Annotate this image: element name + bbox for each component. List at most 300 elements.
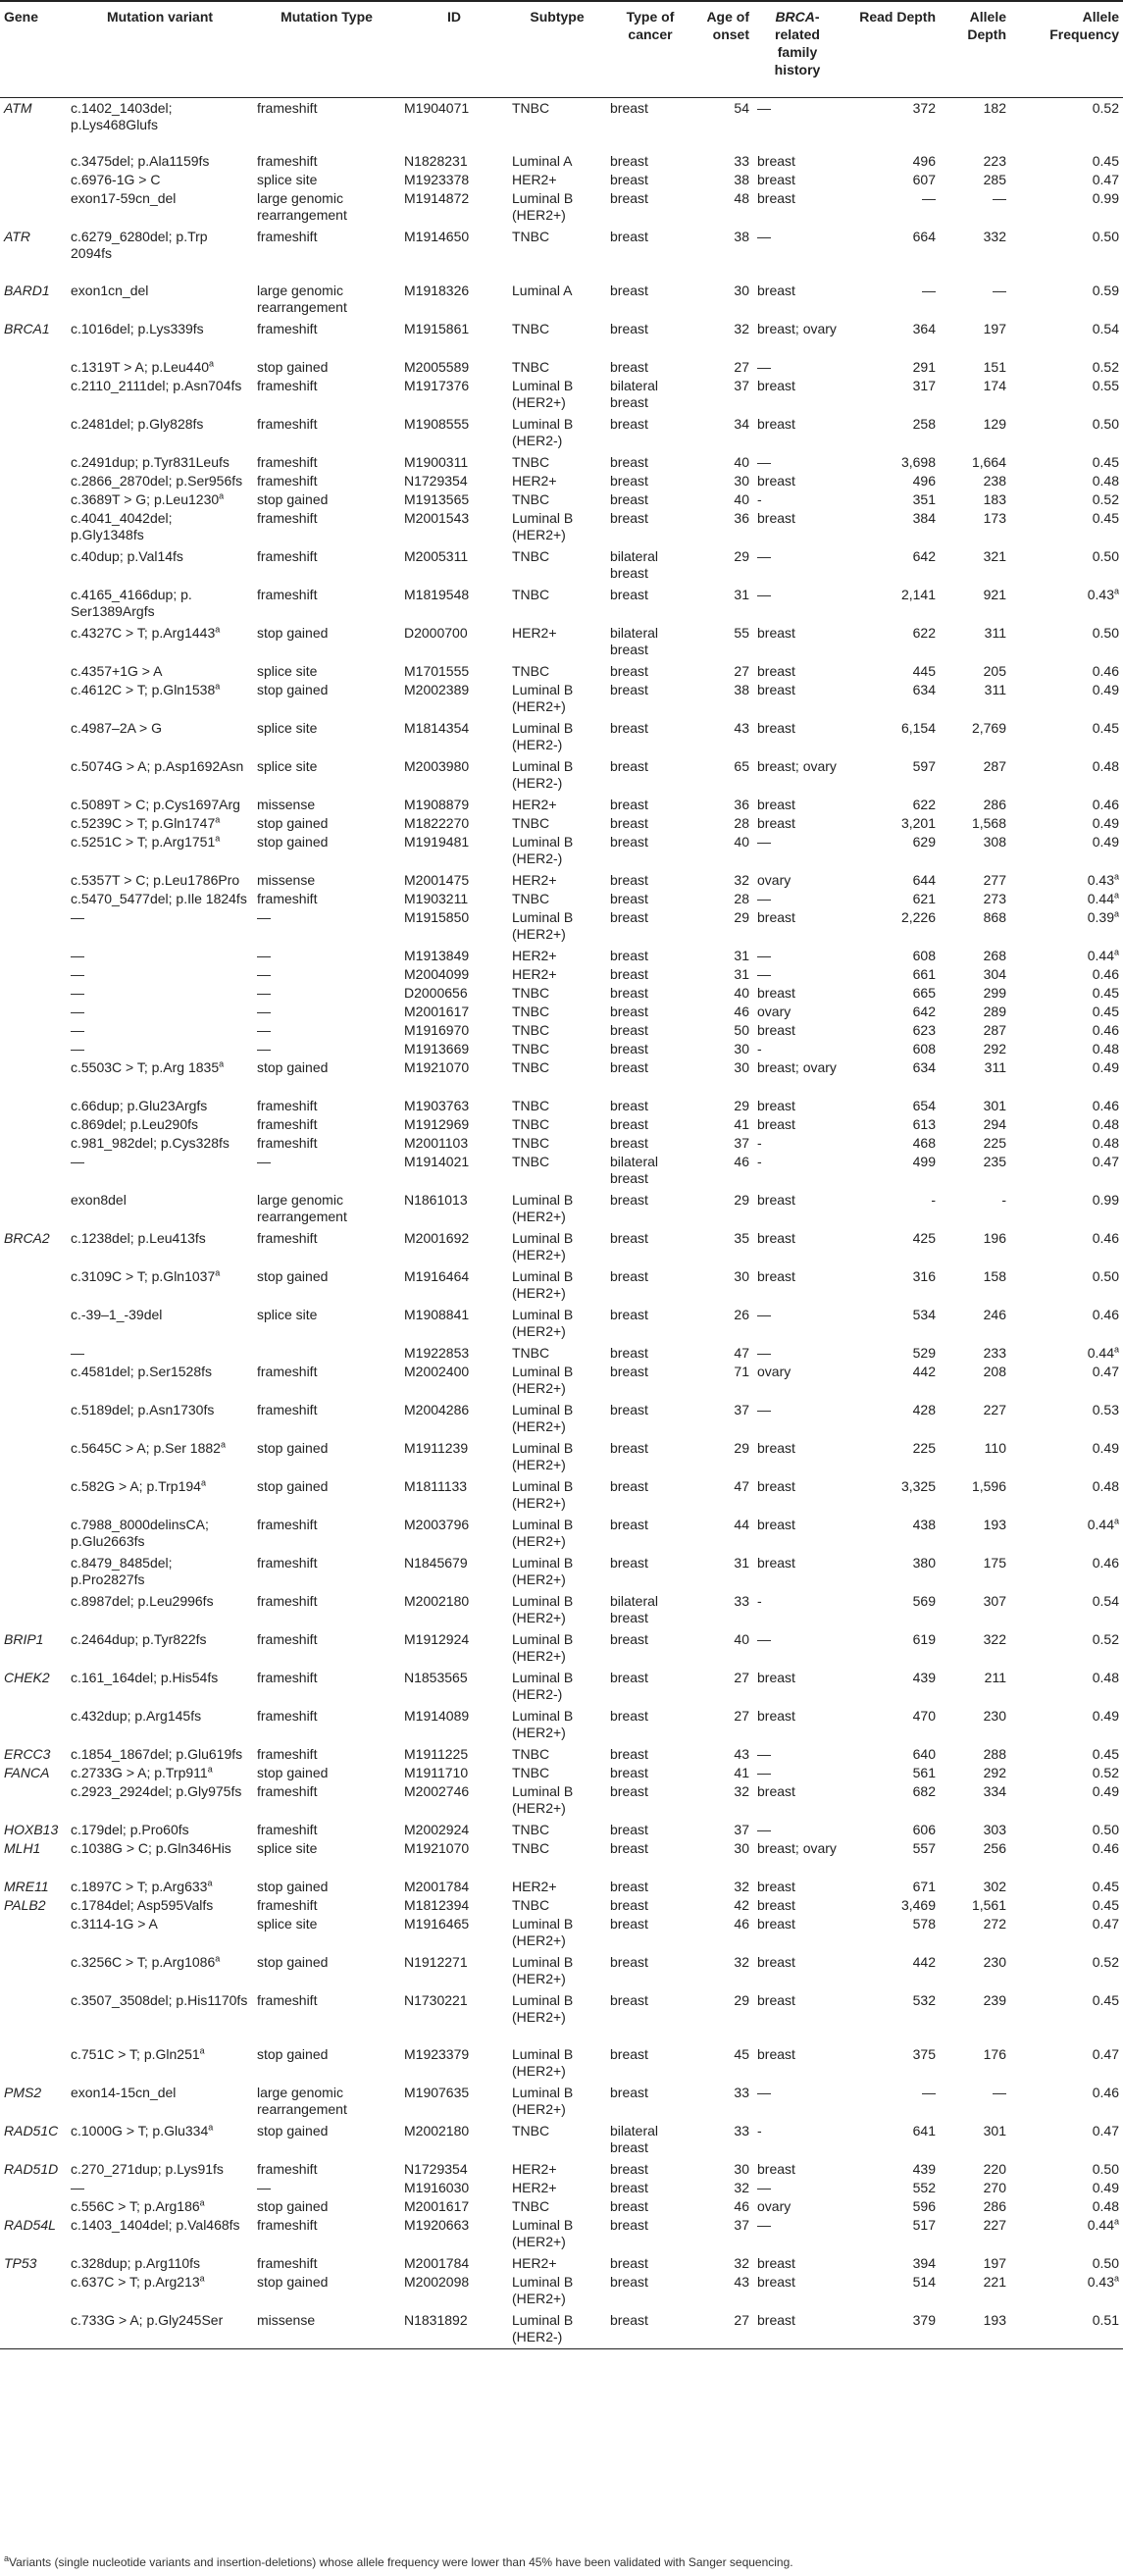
cell-family-history: ovary (757, 2198, 791, 2214)
cell-mutation-variant: c.-39–1_-39del (71, 1307, 163, 1322)
cell-allele-frequency: 0.45 (1092, 985, 1119, 1001)
cell-mutation-variant: c.1897C > T; p.Arg633$^a$ (71, 1878, 213, 1894)
header-subtype: Subtype (530, 9, 585, 25)
cell-allele-frequency: 0.46 (1092, 1022, 1119, 1038)
cell-mutation-type: stop gained (257, 1268, 329, 1284)
cell-family-history: — (757, 229, 771, 244)
cell-gene: PALB2 (4, 1897, 46, 1913)
cell-cancer-type: breast (610, 416, 648, 432)
cell-mutation-variant: c.3109C > T; p.Gln1037$^a$ (71, 1267, 221, 1284)
cell-age-of-onset: 38 (734, 172, 749, 187)
cell-gene (0, 2196, 67, 2215)
cell-mutation-variant: c.2491dup; p.Tyr831Leufs (71, 454, 230, 470)
table-row (0, 1763, 1123, 1781)
cell-read-depth: 439 (912, 1670, 936, 1685)
cell-cancer-type: breast (610, 1840, 648, 1856)
cell-age-of-onset: 26 (734, 1307, 749, 1322)
validation-mark: a (215, 833, 221, 844)
cell-id: N1729354 (404, 2161, 468, 2177)
cell-id: M1822270 (404, 815, 470, 831)
cell-gene: BRIP1 (4, 1631, 44, 1647)
cell-subtype: Luminal B (HER2+) (512, 1440, 574, 1472)
cell-subtype: TNBC (512, 2123, 550, 2138)
header-mutation-type: Mutation Type (281, 9, 373, 25)
cell-mutation-variant: — (71, 985, 84, 1001)
cell-allele-depth: 238 (983, 473, 1006, 489)
cell-id: M1919481 (404, 834, 470, 850)
cell-subtype: TNBC (512, 1345, 550, 1361)
cell-allele-depth: 151 (983, 359, 1006, 375)
cell-mutation-variant: c.4612C > T; p.Gln1538$^a$ (71, 681, 221, 697)
cell-allele-depth: 227 (983, 1402, 1006, 1417)
cell-subtype: TNBC (512, 891, 550, 906)
cell-family-history: breast (757, 1116, 795, 1132)
validation-mark: a (1113, 908, 1119, 919)
cell-allele-frequency: 0.52 (1092, 1631, 1119, 1647)
cell-mutation-variant: c.3689T > G; p.Leu1230$^a$ (71, 490, 225, 507)
cell-mutation-type: splice site (257, 1307, 318, 1322)
cell-family-history: — (757, 1822, 771, 1837)
cell-mutation-type: stop gained (257, 815, 329, 831)
cell-read-depth: 634 (912, 682, 936, 697)
header-family-history (753, 1, 842, 97)
cell-age-of-onset: 46 (734, 1004, 749, 1019)
cell-cancer-type: breast (610, 1440, 648, 1456)
cell-subtype: Luminal B (HER2+) (512, 909, 574, 942)
cell-cancer-type: breast (610, 283, 648, 298)
cell-subtype: TNBC (512, 99, 550, 116)
cell-id: N1828231 (404, 153, 468, 169)
cell-family-history: breast (757, 1192, 795, 1208)
cell-gene (0, 1152, 67, 1190)
cell-allele-frequency: 0.49 (1092, 1059, 1119, 1075)
cell-cancer-type: breast (610, 1670, 648, 1685)
cell-mutation-variant: c.981_982del; p.Cys328fs (71, 1135, 230, 1151)
cell-read-depth: 644 (912, 872, 936, 888)
cell-id: M1921070 (404, 1840, 470, 1856)
cell-family-history: - (757, 2123, 762, 2138)
cell-gene (0, 964, 67, 983)
cell-gene: BRCA1 (4, 321, 50, 336)
table-row (0, 170, 1123, 188)
cell-allele-frequency: 0.45 (1092, 454, 1119, 470)
cell-mutation-variant: exon17-59cn_del (71, 190, 177, 206)
cell-mutation-variant: c.5089T > C; p.Cys1697Arg (71, 797, 240, 812)
table-row (0, 813, 1123, 832)
cell-allele-frequency: 0.44$^a$ (1087, 2216, 1119, 2233)
cell-gene: HOXB13 (4, 1822, 59, 1837)
cell-cancer-type: breast (610, 2161, 648, 2177)
cell-subtype: HER2+ (512, 473, 557, 489)
cell-family-history: breast (757, 797, 795, 812)
cell-subtype: Luminal B (HER2-) (512, 720, 574, 752)
cell-read-depth: 438 (912, 1517, 936, 1532)
cell-allele-frequency: 0.54 (1092, 1593, 1119, 1609)
cell-mutation-variant: c.5470_5477del; p.Ile 1824fs (71, 891, 247, 906)
cell-family-history: breast (757, 2161, 795, 2177)
cell-mutation-variant: c.161_164del; p.His54fs (71, 1670, 219, 1685)
cell-allele-depth: 246 (983, 1307, 1006, 1322)
cell-mutation-type: frameshift (257, 1822, 318, 1837)
cell-allele-frequency: 0.48 (1092, 1670, 1119, 1685)
cell-family-history: — (757, 587, 771, 602)
cell-mutation-variant: c.1238del; p.Leu413fs (71, 1230, 206, 1246)
cell-read-depth: 606 (912, 1822, 936, 1837)
cell-allele-frequency: 0.50 (1092, 229, 1119, 244)
cell-allele-frequency: 0.49 (1092, 1708, 1119, 1724)
cell-read-depth: 380 (912, 1555, 936, 1571)
cell-family-history: — (757, 2217, 771, 2233)
validation-mark: a (215, 681, 221, 692)
cell-id: M2001784 (404, 2255, 470, 2271)
cell-id: D2000656 (404, 985, 468, 1001)
cell-mutation-variant: c.3507_3508del; p.His1170fs (71, 1992, 248, 2008)
cell-mutation-type: frameshift (257, 1897, 318, 1913)
cell-allele-frequency: 0.44$^a$ (1087, 890, 1119, 906)
cell-mutation-variant: c.5189del; p.Asn1730fs (71, 1402, 215, 1417)
cell-read-depth: 552 (912, 2180, 936, 2195)
cell-allele-depth: 230 (983, 1954, 1006, 1970)
cell-allele-depth: 175 (983, 1555, 1006, 1571)
cell-mutation-type: stop gained (257, 625, 329, 641)
cell-allele-frequency: 0.45 (1092, 1992, 1119, 2008)
cell-read-depth: 425 (912, 1230, 936, 1246)
cell-subtype: Luminal B (HER2-) (512, 1670, 574, 1702)
cell-allele-frequency: 0.52 (1092, 99, 1119, 116)
cell-cancer-type: breast (610, 909, 648, 925)
cell-gene (0, 2044, 67, 2083)
cell-age-of-onset: 27 (694, 2310, 753, 2348)
cell-mutation-variant: c.270_271dup; p.Lys91fs (71, 2161, 224, 2177)
cell-subtype: TNBC (512, 663, 550, 679)
table-row (0, 1629, 1123, 1668)
cell-allele-frequency: 0.50 (1092, 1268, 1119, 1284)
cell-id: M1914089 (404, 1708, 470, 1724)
cell-allele-depth: 220 (983, 2161, 1006, 2177)
table-row (0, 585, 1123, 623)
table-row (0, 983, 1123, 1002)
cell-allele-depth: 205 (983, 663, 1006, 679)
cell-read-depth: 439 (912, 2161, 936, 2177)
cell-id: M1900311 (404, 454, 469, 470)
cell-read-depth: 682 (912, 1783, 936, 1799)
cell-cancer-type: breast (610, 153, 648, 169)
cell-allele-depth: 176 (983, 2046, 1006, 2062)
cell-age-of-onset: 30 (734, 1041, 749, 1056)
cell-gene (0, 452, 67, 471)
cell-cancer-type: breast (610, 797, 648, 812)
cell-gene (0, 1591, 67, 1629)
cell-read-depth: 642 (912, 1004, 936, 1019)
table-row (0, 281, 1123, 319)
cell-family-history: breast (757, 1879, 795, 1894)
cell-allele-frequency: 0.49 (1092, 815, 1119, 831)
cell-mutation-type: stop gained (257, 1879, 329, 1894)
cell-allele-depth: 322 (983, 1631, 1006, 1647)
header-read-depth: Read Depth (859, 9, 936, 25)
cell-cancer-type: breast (610, 587, 648, 602)
cell-allele-depth: 286 (983, 797, 1006, 812)
cell-allele-frequency: 0.55 (1092, 378, 1119, 393)
cell-family-history: — (757, 1345, 771, 1361)
cell-mutation-type: frameshift (257, 1555, 318, 1571)
cell-read-depth: 654 (912, 1098, 936, 1113)
cell-id: M1903763 (404, 1098, 470, 1113)
cell-gene (0, 585, 67, 623)
validation-mark: a (1113, 947, 1119, 957)
cell-allele-depth: 334 (983, 1783, 1006, 1799)
cell-mutation-variant: exon14-15cn_del (71, 2085, 177, 2100)
cell-gene (0, 983, 67, 1002)
cell-allele-frequency: 0.48 (1092, 2198, 1119, 2214)
cell-mutation-variant: c.2464dup; p.Tyr822fs (71, 1631, 207, 1647)
cell-read-depth: 442 (912, 1954, 936, 1970)
cell-read-depth: 532 (912, 1992, 936, 2008)
cell-allele-depth: 173 (983, 510, 1006, 526)
cell-allele-frequency: 0.45 (1092, 1879, 1119, 1894)
cell-family-history: — (757, 1307, 771, 1322)
cell-family-history: breast (757, 172, 795, 187)
cell-allele-frequency: 0.45 (1092, 510, 1119, 526)
cell-mutation-type: stop gained (257, 1765, 329, 1780)
table-row (0, 452, 1123, 471)
cell-subtype: TNBC (512, 1135, 550, 1151)
cell-mutation-type: frameshift (257, 587, 318, 602)
cell-id: M1913565 (404, 491, 470, 507)
table-row (0, 1020, 1123, 1039)
cell-age-of-onset: 29 (734, 1992, 749, 2008)
cell-allele-depth: 287 (983, 758, 1006, 774)
cell-id: M1912924 (404, 1631, 470, 1647)
table-row (0, 889, 1123, 907)
cell-mutation-variant: — (71, 948, 84, 963)
cell-allele-frequency: 0.47 (1092, 1154, 1119, 1169)
cell-allele-depth: 196 (983, 1230, 1006, 1246)
cell-mutation-variant: c.1402_1403del; p.Lys468Glufs (71, 99, 173, 132)
cell-subtype: HER2+ (512, 2180, 557, 2195)
cell-mutation-variant: exon1cn_del (71, 283, 149, 298)
cell-mutation-type: — (257, 1041, 271, 1056)
cell-age-of-onset: 31 (734, 587, 749, 602)
validation-mark: a (1113, 1344, 1119, 1355)
header-allele-frequency: Allele Frequency (1049, 9, 1119, 42)
cell-cancer-type: breast (610, 1631, 648, 1647)
cell-gene (0, 661, 67, 680)
cell-mutation-type: frameshift (257, 1364, 318, 1379)
cell-allele-depth: 221 (983, 2274, 1006, 2290)
table-row (0, 1820, 1123, 1838)
validation-mark: a (215, 624, 221, 635)
cell-read-depth: 569 (912, 1593, 936, 1609)
cell-family-history: breast (757, 1670, 795, 1685)
cell-cancer-type: breast (610, 891, 648, 906)
cell-id: M2002098 (404, 2274, 470, 2290)
cell-gene (0, 1096, 67, 1114)
cell-mutation-variant: exon8del (71, 1192, 127, 1208)
cell-allele-depth: 230 (983, 1708, 1006, 1724)
cell-id: M2005311 (404, 548, 469, 564)
cell-mutation-type: frameshift (257, 1593, 318, 1609)
cell-mutation-variant: c.3114-1G > A (71, 1916, 158, 1932)
cell-age-of-onset: 44 (734, 1517, 749, 1532)
cell-family-history: breast (757, 473, 795, 489)
cell-cancer-type: breast (610, 1135, 648, 1151)
cell-allele-depth: 174 (983, 378, 1006, 393)
cell-family-history: - (757, 1135, 762, 1151)
cell-age-of-onset: 32 (734, 1783, 749, 1799)
cell-allele-frequency: 0.52 (1092, 491, 1119, 507)
cell-read-depth: 613 (912, 1116, 936, 1132)
cell-gene (0, 1362, 67, 1400)
cell-gene (0, 508, 67, 546)
cell-gene (0, 151, 67, 170)
cell-id: M1916970 (404, 1022, 470, 1038)
cell-gene (0, 623, 67, 661)
cell-allele-depth: 2,769 (971, 720, 1006, 736)
cell-gene (0, 889, 67, 907)
validation-mark: a (1113, 2216, 1119, 2227)
table-row (0, 1515, 1123, 1553)
cell-allele-frequency: 0.46 (1092, 663, 1119, 679)
cell-cancer-type: breast (610, 1004, 648, 1019)
cell-mutation-variant: c.2923_2924del; p.Gly975fs (71, 1783, 242, 1799)
cell-id: N1861013 (404, 1192, 468, 1208)
cell-id: M1911225 (404, 1746, 469, 1762)
cell-gene: RAD51C (4, 2123, 59, 2138)
validation-mark: a (209, 358, 215, 369)
cell-allele-frequency: 0.48 (1092, 1116, 1119, 1132)
cell-mutation-type: — (257, 909, 271, 925)
table-row (0, 946, 1123, 964)
cell-read-depth: 661 (912, 966, 936, 982)
cell-gene (0, 718, 67, 756)
cell-allele-frequency: 0.48 (1092, 473, 1119, 489)
cell-id: M2003796 (404, 1517, 470, 1532)
cell-mutation-variant: — (71, 1154, 84, 1169)
cell-subtype: HER2+ (512, 872, 557, 888)
table-row (0, 1152, 1123, 1190)
cell-family-history: breast (757, 1708, 795, 1724)
cell-read-depth: 225 (912, 1440, 936, 1456)
validation-mark: a (207, 1764, 213, 1775)
cell-cancer-type: breast (610, 1555, 648, 1571)
cell-mutation-type: frameshift (257, 1135, 318, 1151)
cell-mutation-type: stop gained (257, 359, 329, 375)
cell-mutation-type: stop gained (257, 1059, 329, 1075)
cell-subtype: TNBC (512, 1765, 550, 1780)
validation-mark: a (199, 2273, 205, 2284)
cell-mutation-type: stop gained (257, 2046, 329, 2062)
cell-read-depth: 517 (912, 2217, 936, 2233)
cell-id: M2001692 (404, 1230, 470, 1246)
cell-id: M1912969 (404, 1116, 470, 1132)
validation-mark: a (215, 814, 221, 825)
table-row (0, 2159, 1123, 2178)
cell-mutation-type: splice site (257, 1916, 318, 1932)
table-row (0, 2178, 1123, 2196)
cell-id: M2003980 (404, 758, 470, 774)
cell-subtype: TNBC (512, 985, 550, 1001)
cell-subtype: TNBC (512, 491, 550, 507)
cell-gene (0, 414, 67, 452)
cell-mutation-variant: c.2110_2111del; p.Asn704fs (71, 378, 242, 393)
cell-family-history: — (757, 359, 771, 375)
cell-allele-depth: 1,568 (971, 815, 1006, 831)
cell-subtype: Luminal B (HER2-) (512, 834, 574, 866)
cell-allele-frequency: 0.43$^a$ (1087, 586, 1119, 602)
cell-age-of-onset: 29 (734, 548, 749, 564)
cell-cancer-type: breast (610, 1059, 648, 1075)
cell-id: M2002180 (404, 1593, 470, 1609)
cell-gene (0, 1438, 67, 1476)
cell-mutation-type: frameshift (257, 2255, 318, 2271)
cell-family-history: — (757, 1402, 771, 1417)
cell-gene: MLH1 (4, 1840, 41, 1856)
table-row (0, 907, 1123, 946)
cell-mutation-type: — (257, 948, 271, 963)
cell-mutation-type: large genomic rearrangement (257, 283, 347, 315)
cell-gene (0, 170, 67, 188)
cell-subtype: Luminal B (HER2+) (512, 1364, 574, 1396)
cell-cancer-type: breast (610, 2046, 648, 2062)
cell-cancer-type: breast (610, 948, 648, 963)
table-row (0, 1438, 1123, 1476)
cell-id: M1917376 (404, 378, 470, 393)
cell-family-history: breast (757, 625, 795, 641)
cell-mutation-type: frameshift (257, 1746, 318, 1762)
validation-mark: a (219, 1058, 225, 1069)
cell-mutation-variant: c.5074G > A; p.Asp1692Asn (71, 758, 244, 774)
cell-allele-frequency: 0.46 (1092, 1230, 1119, 1246)
cell-cancer-type: breast (610, 758, 648, 774)
cell-gene (0, 680, 67, 718)
cell-allele-depth: 182 (983, 99, 1006, 116)
cell-family-history: — (757, 1765, 771, 1780)
cell-mutation-variant: c.179del; p.Pro60fs (71, 1822, 189, 1837)
cell-cancer-type: breast (610, 1954, 648, 1970)
cell-id: M2002924 (404, 1822, 470, 1837)
cell-family-history: breast (757, 190, 795, 206)
cell-id: M1914872 (404, 190, 470, 206)
cell-subtype: Luminal B (HER2+) (512, 1954, 574, 1986)
cell-mutation-type: frameshift (257, 153, 318, 169)
cell-subtype: Luminal B (HER2+) (512, 1478, 574, 1511)
cell-age-of-onset: 55 (734, 625, 749, 641)
table-row (0, 151, 1123, 170)
cell-cancer-type: breast (610, 2255, 648, 2271)
cell-cancer-type: breast (610, 1402, 648, 1417)
cell-cancer-type: breast (610, 1307, 648, 1322)
table-row (0, 2215, 1123, 2253)
footnote-text: Variants (single nucleotide variants and insertion-deletions) whose allele frequency were lower than 45% have been validated with Sanger sequencing. (9, 2555, 793, 2569)
cell-id: M2005589 (404, 359, 470, 375)
cell-family-history: ovary (757, 1364, 791, 1379)
table-row (0, 964, 1123, 983)
cell-read-depth: 258 (912, 416, 936, 432)
cell-read-depth: 316 (912, 1268, 936, 1284)
cell-allele-frequency: 0.49 (1092, 834, 1119, 850)
cell-mutation-type: splice site (257, 172, 318, 187)
cell-age-of-onset: 32 (734, 872, 749, 888)
cell-subtype: TNBC (512, 1022, 550, 1038)
cell-cancer-type: breast (610, 1879, 648, 1894)
cell-id: M1907635 (404, 2085, 470, 2100)
cell-mutation-type: missense (253, 2310, 400, 2348)
cell-id: M1903211 (404, 891, 469, 906)
cell-mutation-variant: c.7988_8000delinsCA; p.Glu2663fs (71, 1517, 209, 1549)
cell-family-history: — (757, 948, 771, 963)
table-row (0, 1096, 1123, 1114)
